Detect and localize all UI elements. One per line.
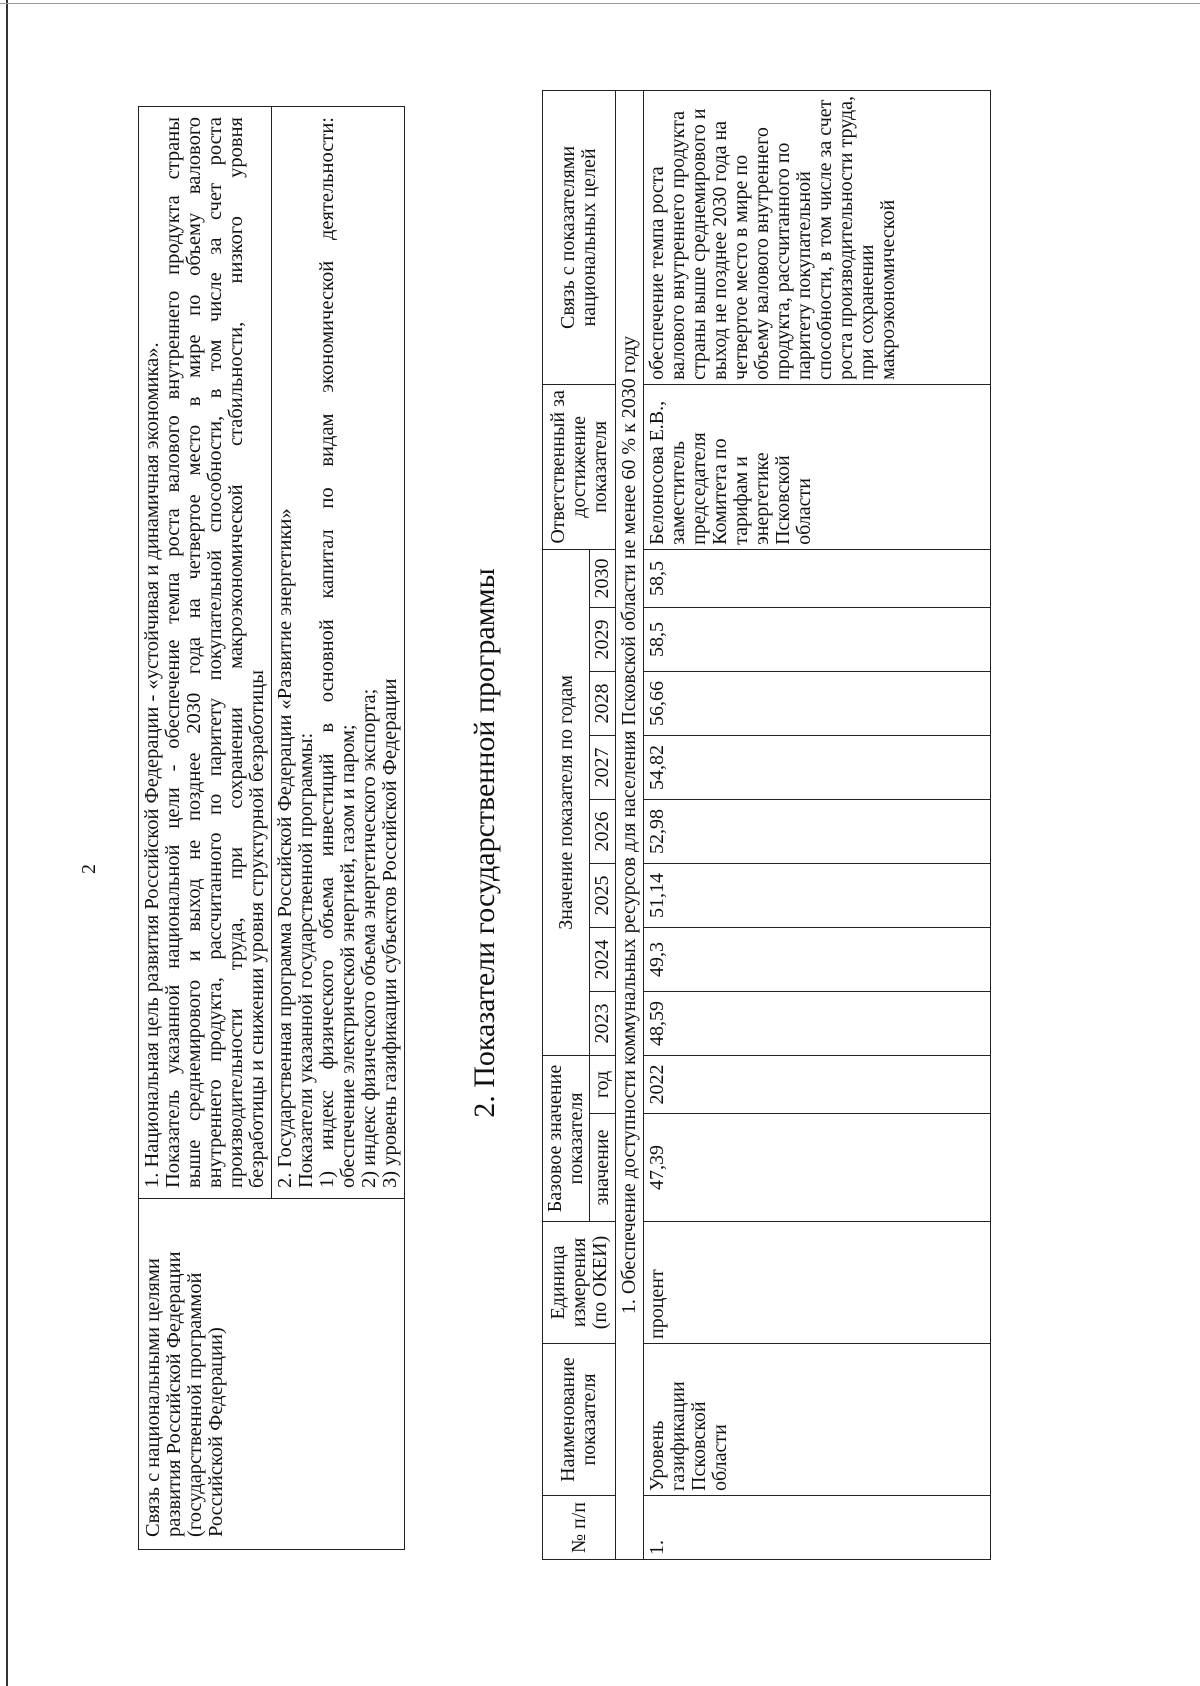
goal-1-line: внутреннего продукта, рассчитанного по паритету покупательной способности, в том числе за счет роста (204, 117, 226, 1188)
header-year: 2028 (590, 672, 616, 736)
row-unit: процент (644, 1222, 991, 1344)
national-goals-table (138, 106, 405, 1550)
header-year: 2023 (590, 992, 616, 1056)
page-number: 2 (78, 864, 100, 874)
header-link: Связь с показателями национальных целей (543, 91, 616, 385)
goal-2-line: обеспечение электрической энергией, газом и паром; (337, 724, 359, 1188)
goal-1-line: Показатель указанной национальной цели - обеспечение темпа роста валового внутреннего продукта страны (162, 117, 184, 1188)
row-value-2024: 49,3 (644, 928, 991, 992)
row-responsible: Белоносова Е.В., заместитель председателя Комитета по тарифам и энергетике Псковской области (644, 384, 991, 549)
header-unit: Единица измерения (по ОКЕИ) (543, 1222, 616, 1344)
indicators-table (542, 90, 991, 1560)
row-base-year: 2022 (644, 1056, 991, 1114)
header-values-by-year: Значение показателя по годам (543, 549, 590, 1055)
row-base-value: 47,39 (644, 1114, 991, 1222)
goal-1-line: безработицы и снижении уровня структурной безработицы (246, 669, 268, 1188)
goal-2-line: Показатели указанной государственной программы: (295, 732, 317, 1188)
header-responsible: Ответственный за достижение показателя (543, 384, 616, 549)
row-name: Уровень газификации Псковской области (644, 1344, 991, 1496)
national-goals-label: Связь с национальными целями развития Российской Федерации (государственной программой Российской Федерации) (139, 1199, 405, 1550)
goal-1-line: 1. Национальная цель развития Российской Федерации - «устойчивая и динамичная экономика». (141, 342, 163, 1188)
goal-1-line: выше среднемирового и выход не позднее 2030 года на четвертое место в мире по объему валового (183, 117, 205, 1188)
section-row (616, 91, 644, 1560)
row-value-2026: 52,98 (644, 800, 991, 864)
row-value-2023: 48,59 (644, 992, 991, 1056)
section-title: 2. Показатели государственной программы (468, 568, 501, 1118)
goal-2-line: 2. Государственная программа Российской Федерации «Развитие энергетики» (274, 508, 296, 1188)
header-base-value: значение (590, 1114, 616, 1222)
header-num: № п/п (543, 1496, 616, 1560)
row-link: обеспечение темпа роста валового внутреннего продукта страны выше среднемирового и выход не позднее 2030 года на четвертое место в мире по объему валового внутреннего продукта, рассчитанного по паритету покупательной способности, в том числе за счет роста производительности труда, при сохранении макроэкономической (644, 91, 991, 385)
header-year: 2029 (590, 608, 616, 672)
goal-2-line: 1) индекс физического объема инвестиций в основной капитал по видам экономической деятельности: (316, 117, 338, 1188)
table-row (644, 91, 991, 1560)
row-num: 1. (644, 1496, 991, 1560)
header-row (543, 91, 590, 1560)
header-year: 2025 (590, 864, 616, 928)
goal-1-line: производительности труда, при сохранении макроэкономической стабильности, низкого уровня (225, 117, 247, 1188)
row-value-2029: 58,5 (644, 608, 991, 672)
national-goal-1-cell (139, 107, 272, 1199)
goal-2-line: 2) индекс физического объема энергетического экспорта; (358, 688, 380, 1188)
header-year: 2024 (590, 928, 616, 992)
national-goal-2-cell (272, 107, 405, 1199)
section-row-title: 1. Обеспечение доступности коммунальных ресурсов для населения Псковской области не менее 60 % к 2030 году (616, 91, 644, 1560)
goal-2-line: 3) уровень газификации субъектов Российской Федерации (379, 678, 401, 1188)
row-value-2028: 56,66 (644, 672, 991, 736)
header-base-year: год (590, 1056, 616, 1114)
header-year: 2027 (590, 736, 616, 800)
header-year: 2026 (590, 800, 616, 864)
header-name: Наименование показателя (543, 1344, 616, 1496)
row-value-2025: 51,14 (644, 864, 991, 928)
row-value-2030: 58,5 (644, 549, 991, 607)
header-base: Базовое значение показателя (543, 1056, 590, 1222)
header-year: 2030 (590, 549, 616, 607)
row-value-2027: 54,82 (644, 736, 991, 800)
national-goals-row (139, 107, 272, 1550)
